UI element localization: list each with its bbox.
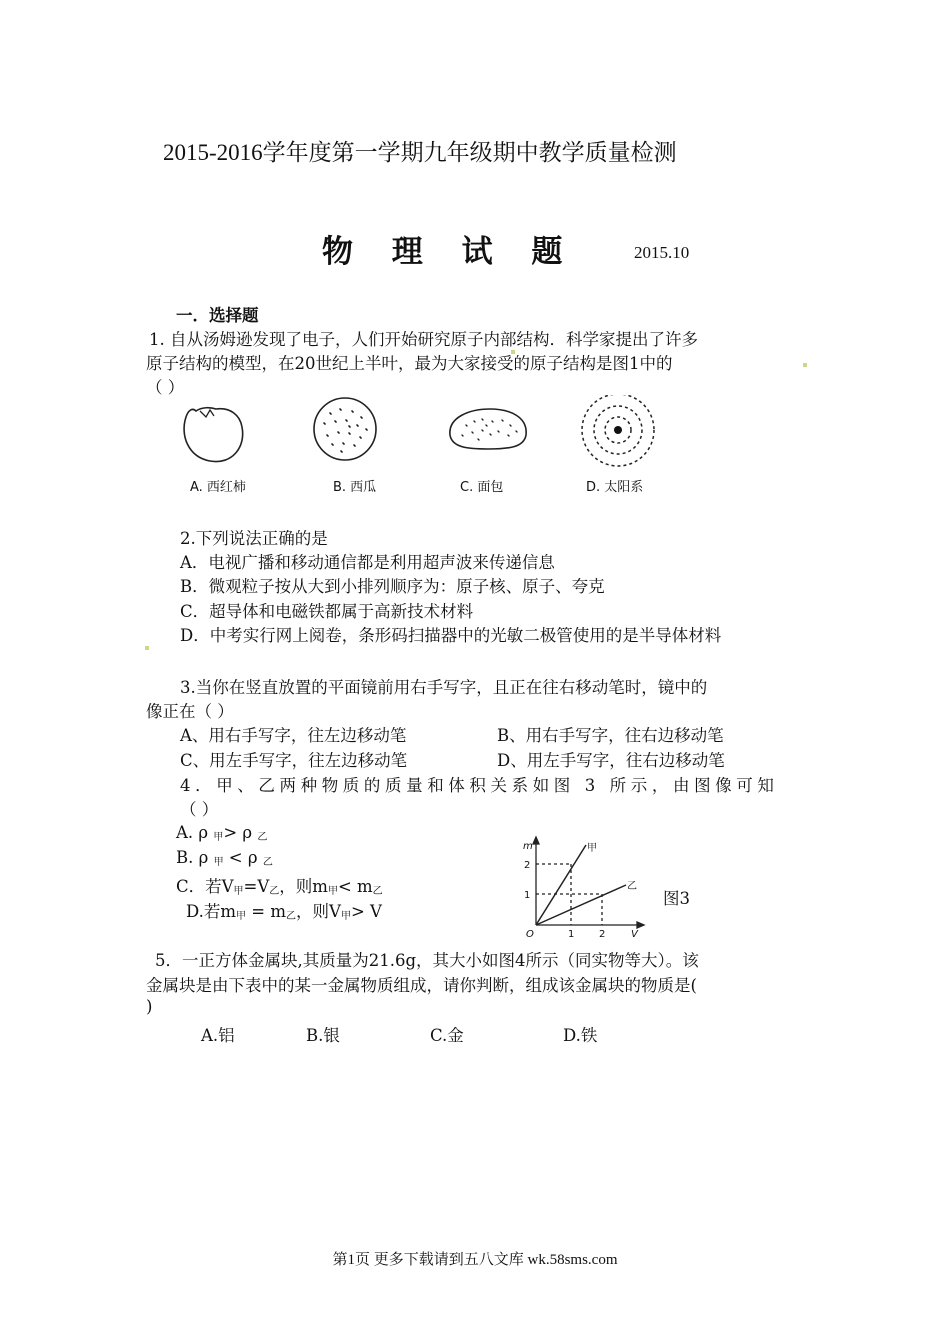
q5-option-a: A.铝 bbox=[201, 1026, 235, 1045]
stray-mark bbox=[145, 646, 149, 650]
q3-option-c: C、用左手写字，往左边移动笔 bbox=[180, 751, 408, 770]
watermelon-model-icon bbox=[314, 398, 376, 460]
q3-option-b: B、用右手写字，往右边移动笔 bbox=[497, 726, 724, 745]
q3-line1: 3.当你在竖直放置的平面镜前用右手写字，且正在往右移动笔时，镜中的 bbox=[180, 678, 708, 697]
line-jia-label: 甲 bbox=[587, 843, 597, 854]
q3-option-d: D、用左手写字，往右边移动笔 bbox=[497, 751, 725, 770]
q5-line1: 5．一正方体金属块,其质量为21.6g，其大小如图4所示（同实物等大）。该 bbox=[155, 951, 699, 970]
tomato-model-icon bbox=[184, 408, 243, 462]
line-jia bbox=[536, 845, 586, 925]
q4-option-c: C．若$V_甲=V_乙$，则$m_甲< m_乙$ bbox=[176, 877, 383, 897]
x-tick-1: 1 bbox=[568, 929, 575, 940]
q2-stem: 2.下列说法正确的是 bbox=[180, 529, 328, 548]
stray-mark bbox=[803, 363, 807, 367]
q5-line2: 金属块是由下表中的某一金属物质组成，请你判断，组成该金属块的物质是( bbox=[146, 976, 697, 995]
q4-option-a: A. ρ $_甲$> ρ $_乙$ bbox=[176, 823, 268, 843]
q2-option-d: D．中考实行网上阅卷，条形码扫描器中的光敏二极管使用的是半导体材料 bbox=[180, 626, 722, 645]
y-tick-1: 1 bbox=[524, 890, 531, 901]
q3-option-a: A、用右手写字，往左边移动笔 bbox=[180, 726, 407, 745]
x-axis-arrow-icon bbox=[637, 922, 644, 928]
page-title: 物 理 试 题 bbox=[322, 234, 577, 270]
fig1-label-a: A. 西红柿 bbox=[190, 480, 246, 495]
q4-option-d: D.若$m_甲 = m_乙$，则$V_甲> V$ bbox=[186, 902, 382, 922]
q5-option-d: D.铁 bbox=[563, 1026, 598, 1045]
y-axis-arrow-icon bbox=[533, 837, 539, 844]
q2-option-c: C．超导体和电磁铁都属于高新技术材料 bbox=[180, 602, 474, 621]
q4-line2: （ ） bbox=[180, 800, 219, 819]
stray-mark bbox=[511, 350, 515, 354]
q1-line1: 1. 自从汤姆逊发现了电子，人们开始研究原子内部结构．科学家提出了许多 bbox=[149, 330, 698, 349]
fig1-label-d: D. 太阳系 bbox=[586, 480, 644, 495]
section-heading: 一．选择题 bbox=[176, 306, 259, 325]
exam-header: 2015-2016学年度第一学期九年级期中教学质量检测 bbox=[163, 140, 677, 165]
q5-option-c: C.金 bbox=[430, 1026, 464, 1045]
q1-line3: （ ） bbox=[146, 378, 185, 397]
line-yi bbox=[536, 885, 626, 925]
y-axis-label: m bbox=[523, 841, 533, 852]
q1-line2: 原子结构的模型，在20世纪上半叶，最为大家接受的原子结构是图1中的 bbox=[146, 354, 673, 373]
fig1-label-c: C. 面包 bbox=[460, 480, 504, 495]
solar-system-model-icon bbox=[582, 395, 654, 466]
q5-option-b: B.银 bbox=[306, 1026, 340, 1045]
y-tick-2: 2 bbox=[524, 860, 531, 871]
q5-line3: ) bbox=[146, 997, 153, 1016]
x-tick-2: 2 bbox=[599, 929, 606, 940]
line-yi-label: 乙 bbox=[627, 881, 637, 892]
q2-option-b: B．微观粒子按从大到小排列顺序为：原子核、原子、夸克 bbox=[180, 577, 605, 596]
page-footer: 第1页 更多下载请到五八文库 wk.58sms.com bbox=[332, 1252, 618, 1268]
x-axis-label: V bbox=[631, 929, 638, 940]
q4-option-b: B. ρ $_甲$ < ρ $_乙$ bbox=[176, 848, 273, 868]
fig3-caption: 图3 bbox=[663, 889, 690, 908]
q2-option-a: A．电视广播和移动通信都是利用超声波来传递信息 bbox=[180, 553, 555, 572]
q3-line2: 像正在（ ） bbox=[146, 702, 234, 721]
fig1-label-b: B. 西瓜 bbox=[333, 480, 377, 495]
exam-date: 2015.10 bbox=[634, 243, 690, 262]
q4-line1: 4．甲、乙两种物质的质量和体积关系如图 3 所示，由图像可知 bbox=[180, 776, 779, 795]
origin-label: O bbox=[526, 929, 534, 940]
bread-model-icon bbox=[450, 409, 526, 449]
mass-volume-graph bbox=[514, 833, 654, 943]
